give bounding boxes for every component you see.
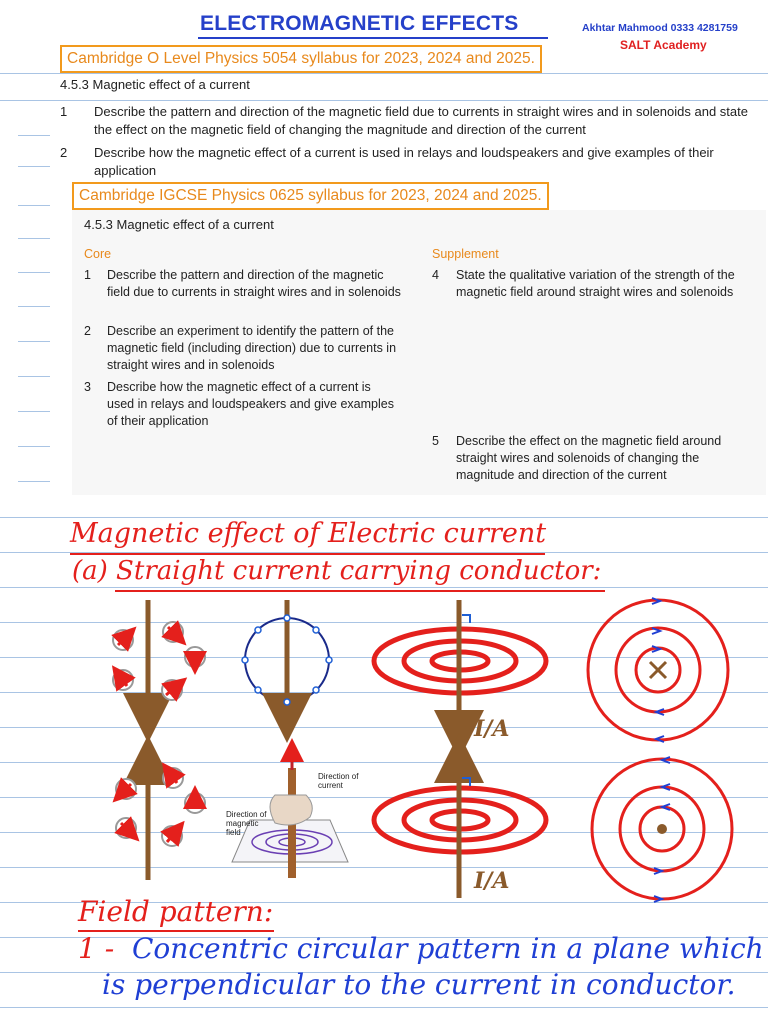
supplement-heading: Supplement [432,247,499,261]
compass-needle [185,647,205,667]
compass-needle [162,680,182,700]
concentric-field-out-of-page [592,757,732,902]
core-item-number: 1 [84,268,91,282]
olevel-section-heading: 4.5.3 Magnetic effect of a current [60,77,250,92]
olevel-item-number: 1 [60,104,68,119]
concentric-field-into-page [588,598,728,742]
academy-name: SALT Academy [620,38,707,52]
supplement-item-text: Describe the effect on the magnetic field around straight wires and solenoids of changing the magnitude and direction of the current [456,434,722,482]
olevel-item-number: 2 [60,145,68,160]
core-item-number: 2 [84,324,91,338]
compass-needle [162,826,182,846]
supplement-item-text: State the qualitative variation of the strength of the magnetic field around straight wires and solenoids [456,268,735,299]
core-item-text: Describe an experiment to identify the pattern of the magnetic field (including direction) due to currents in straight wires and in solenoids [107,324,397,372]
core-item-text: Describe the pattern and direction of the magnetic field due to currents in straight wires and in solenoids [107,268,401,299]
notes-heading: Magnetic effect of Electric current [70,518,547,549]
photo-label-field: Direction of magnetic field [226,810,267,837]
point-text-line: Concentric circular pattern in a plane which [132,932,764,965]
page-title: ELECTROMAGNETIC EFFECTS [200,12,519,35]
compass-diagram-down [113,600,205,718]
olevel-item-text: Describe the pattern and direction of the magnetic field due to currents in straight wires and in solenoids and state the effect on the magnetic field of changing the magnitude and direction of the current [94,104,748,137]
core-heading: Core [84,247,112,261]
igcse-syllabus-box: Cambridge IGCSE Physics 0625 syllabus for 2023, 2024 and 2025. [72,182,549,210]
compass-needle [185,793,205,813]
photo-label-current: Direction of current [318,772,359,790]
compass-diagram-up [116,760,205,880]
point-text-line: is perpendicular to the current in conductor. [102,968,736,1001]
author-contact: Akhtar Mahmood 0333 4281759 [582,22,738,34]
field-pattern-heading: Field pattern: [78,895,274,928]
perspective-field-up [374,758,546,898]
core-item-text: Describe how the magnetic effect of a current is used in relays and loudspeakers and give examples of their application [107,380,394,428]
olevel-item-text: Describe how the magnetic effect of a current is used in relays and loudspeakers and give examples of their application [94,145,714,178]
igcse-section-heading: 4.5.3 Magnetic effect of a current [84,217,274,232]
point-number: 1 - [78,932,115,965]
current-label-up: I/A [474,868,510,894]
compass-needle [163,622,183,642]
core-item-number: 3 [84,380,91,394]
supplement-item-number: 4 [432,268,439,282]
compass-needle [113,670,133,690]
olevel-syllabus-box: Cambridge O Level Physics 5054 syllabus for 2023, 2024 and 2025. [60,45,542,73]
compass-needle [163,768,183,788]
current-label-down: I/A [474,716,510,742]
plotted-field-diagram [242,600,332,718]
compass-needle [113,630,133,650]
perspective-field-down [374,600,546,735]
supplement-item-number: 5 [432,434,439,448]
notes-subheading: (a) Straight current carrying conductor: [72,556,602,586]
compass-needle [116,779,136,799]
compass-needle [116,818,136,838]
